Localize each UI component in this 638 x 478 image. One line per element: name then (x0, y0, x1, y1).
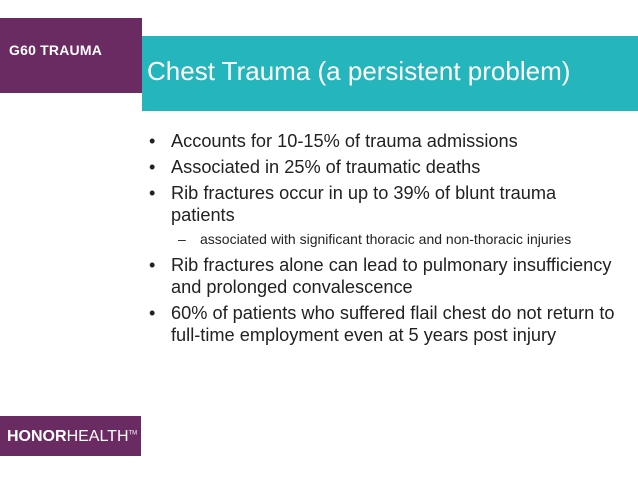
honorhealth-logo (0, 416, 141, 456)
dash-icon: – (178, 231, 186, 247)
bullet-dot-icon: • (149, 131, 156, 151)
logo-text-honor: HONOR (7, 428, 67, 445)
bullet-item (148, 182, 618, 226)
bullet-dot-icon: • (149, 255, 156, 275)
bullet-dot-icon: • (149, 157, 156, 177)
bullet-dot-icon: • (149, 303, 156, 323)
bullet-item (148, 254, 618, 298)
logo-text-health: HEALTH (66, 428, 129, 445)
bullet-text: Rib fractures occur in up to 39% of blunt trauma patients (171, 183, 557, 225)
bullet-item (148, 130, 618, 152)
bullet-text: Associated in 25% of traumatic deaths (171, 157, 481, 177)
bullet-text: Accounts for 10-15% of trauma admissions (171, 131, 518, 151)
sub-bullet-item (148, 231, 618, 248)
bullet-text: Rib fractures alone can lead to pulmonary insufficiency and prolonged convalescence (171, 255, 612, 297)
bullet-list (148, 130, 618, 350)
slide-title: Chest Trauma (a persistent problem) (142, 36, 638, 111)
bullet-item (148, 302, 618, 346)
sub-bullet-text: associated with significant thoracic and non-thoracic injuries (200, 231, 572, 247)
logo-trademark: TM (128, 430, 138, 437)
bullet-text: 60% of patients who suffered flail chest do not return to full-time employment even at 5 years post injury (171, 303, 615, 345)
bullet-dot-icon: • (149, 183, 156, 203)
bullet-item (148, 156, 618, 178)
section-tag: G60 TRAUMA (0, 18, 142, 93)
